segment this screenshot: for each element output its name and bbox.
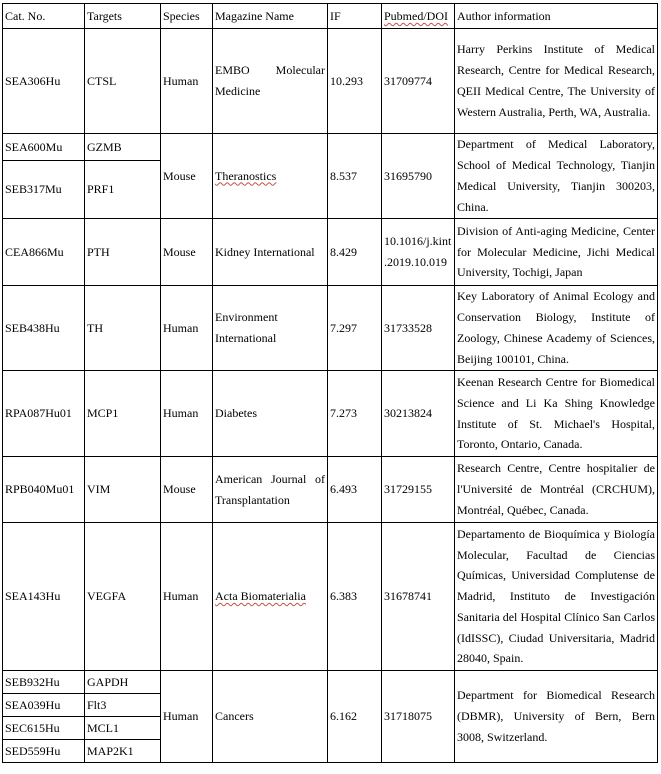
species-cell: Human [161, 523, 213, 671]
target-cell: VIM [85, 457, 161, 523]
pubmed-cell: 30213824 [382, 371, 455, 457]
cat-no-cell: SEC615Hu [3, 717, 85, 740]
author-cell: Department for Biomedical Research (DBMR), University of Bern, Bern 3008, Switzerland. [455, 671, 658, 763]
pubmed-cell: 31709774 [382, 29, 455, 134]
target-cell: TH [85, 286, 161, 371]
if-cell: 8.429 [328, 219, 382, 286]
publications-table [2, 3, 658, 763]
cat-no-cell: RPA087Hu01 [3, 371, 85, 457]
header-pubmed: Pubmed/DOI [382, 4, 455, 29]
target-cell: MAP2K1 [85, 740, 161, 763]
species-cell: Mouse [161, 457, 213, 523]
pubmed-cell: 31718075 [382, 671, 455, 763]
author-cell: Division of Anti-aging Medicine, Center for Molecular Medicine, Jichi Medical University, Tochigi, Japan [455, 219, 658, 286]
target-cell: GZMB [85, 134, 161, 161]
magazine-cell: Kidney International [213, 219, 328, 286]
table-row [3, 457, 658, 523]
author-cell: Research Centre, Centre hospitalier de l'Université de Montréal (CRCHUM), Montréal, Québec, Canada. [455, 457, 658, 523]
author-cell: Departamento de Bioquímica y Biología Molecular, Facultad de Ciencias Químicas, Universidad Complutense de Madrid, Instituto de Investigación Sanitaria del Hospital Clínico San Carlos (IdISSC), Ciudad Universitaria, Madrid 28040, Spain. [455, 523, 658, 671]
table-row [3, 371, 658, 457]
table-row [3, 29, 658, 134]
table-row [3, 286, 658, 371]
magazine-cell: Cancers [213, 671, 328, 763]
target-cell: MCL1 [85, 717, 161, 740]
header-cat-no: Cat. No. [3, 4, 85, 29]
if-cell: 10.293 [328, 29, 382, 134]
author-cell: Keenan Research Centre for Biomedical Science and Li Ka Shing Knowledge Institute of St. Michael's Hospital, Toronto, Ontario, Canada. [455, 371, 658, 457]
magazine-cell: Theranostics [213, 134, 328, 219]
target-cell: PTH [85, 219, 161, 286]
cat-no-cell: SEB317Mu [3, 161, 85, 219]
target-cell: MCP1 [85, 371, 161, 457]
header-author: Author information [455, 4, 658, 29]
species-cell: Human [161, 286, 213, 371]
if-cell: 7.297 [328, 286, 382, 371]
pubmed-cell: 31695790 [382, 134, 455, 219]
magazine-cell: EMBO Molecular Medicine [213, 29, 328, 134]
if-cell: 6.383 [328, 523, 382, 671]
pubmed-cell: 31729155 [382, 457, 455, 523]
magazine-cell: American Journal of Transplantation [213, 457, 328, 523]
pubmed-cell: 31733528 [382, 286, 455, 371]
header-targets: Targets [85, 4, 161, 29]
header-if: IF [328, 4, 382, 29]
if-cell: 8.537 [328, 134, 382, 219]
pubmed-cell: 10.1016/j.kint.2019.10.019 [382, 219, 455, 286]
species-cell: Human [161, 29, 213, 134]
cat-no-cell: CEA866Mu [3, 219, 85, 286]
author-cell: Harry Perkins Institute of Medical Research, Centre for Medical Research, QEII Medical Centre, The University of Western Australia, Perth, WA, Australia. [455, 29, 658, 134]
cat-no-cell: SED559Hu [3, 740, 85, 763]
cat-no-cell: SEB438Hu [3, 286, 85, 371]
header-magazine: Magazine Name [213, 4, 328, 29]
magazine-cell: Diabetes [213, 371, 328, 457]
species-cell: Human [161, 671, 213, 763]
species-cell: Mouse [161, 219, 213, 286]
header-species: Species [161, 4, 213, 29]
target-cell: CTSL [85, 29, 161, 134]
table-row [3, 671, 658, 694]
species-cell: Human [161, 371, 213, 457]
pubmed-cell: 31678741 [382, 523, 455, 671]
species-cell: Mouse [161, 134, 213, 219]
cat-no-cell: SEB932Hu [3, 671, 85, 694]
cat-no-cell: SEA600Mu [3, 134, 85, 161]
target-cell: VEGFA [85, 523, 161, 671]
author-cell: Key Laboratory of Animal Ecology and Conservation Biology, Institute of Zoology, Chinese Academy of Sciences, Beijing 100101, China. [455, 286, 658, 371]
if-cell: 6.493 [328, 457, 382, 523]
target-cell: PRF1 [85, 161, 161, 219]
cat-no-cell: RPB040Mu01 [3, 457, 85, 523]
table-row [3, 523, 658, 671]
if-cell: 6.162 [328, 671, 382, 763]
target-cell: GAPDH [85, 671, 161, 694]
cat-no-cell: SEA039Hu [3, 694, 85, 717]
cat-no-cell: SEA143Hu [3, 523, 85, 671]
if-cell: 7.273 [328, 371, 382, 457]
table-row [3, 134, 658, 161]
header-row [3, 4, 658, 29]
target-cell: Flt3 [85, 694, 161, 717]
author-cell: Department of Medical Laboratory, School of Medical Technology, Tianjin Medical University, Tianjin 300203, China. [455, 134, 658, 219]
cat-no-cell: SEA306Hu [3, 29, 85, 134]
table-row [3, 219, 658, 286]
magazine-cell: Acta Biomaterialia [213, 523, 328, 671]
magazine-cell: Environment International [213, 286, 328, 371]
